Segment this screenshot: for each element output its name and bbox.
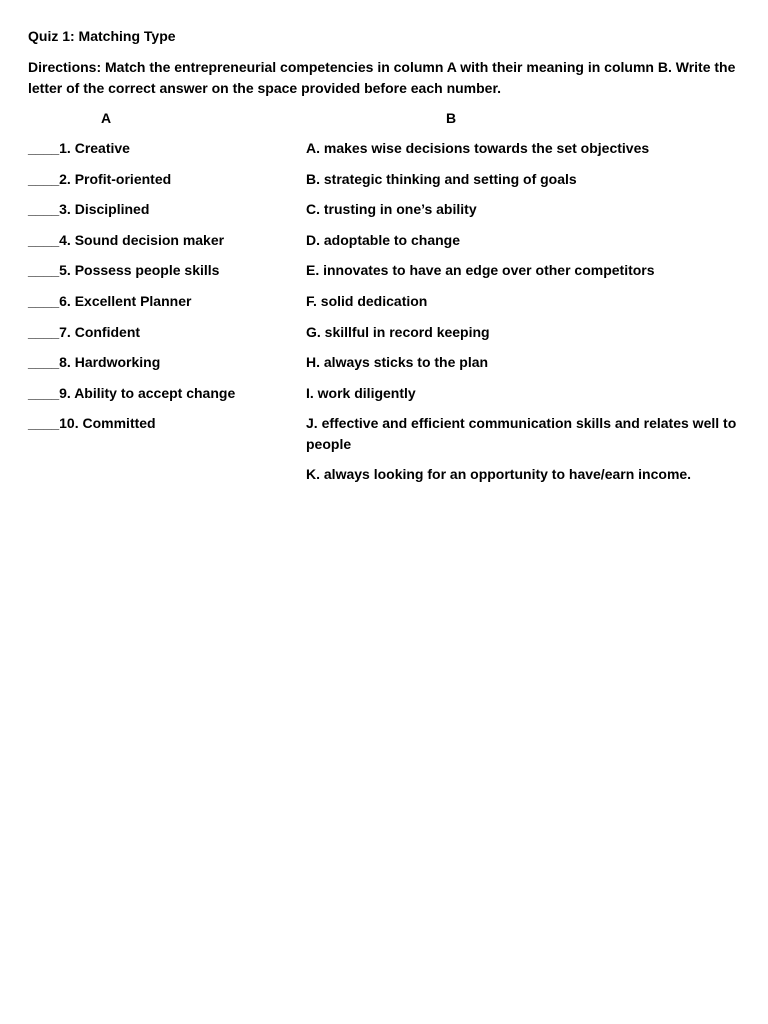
column-a-item-9: ____9. Ability to accept change (28, 384, 236, 401)
column-a-item-1: ____1. Creative (28, 140, 130, 156)
column-b-item-d: D. adoptable to change (306, 231, 461, 248)
quiz-directions: Directions: Match the entrepreneurial competencies in column A with their meaning in column B. Write the letter of the correct answer on the space provided before each number. (28, 59, 736, 96)
column-a-item-4: ____4. Sound decision maker (28, 231, 225, 248)
column-b-item-c: C. trusting in one’s ability (306, 201, 477, 218)
column-a-header: A (101, 110, 112, 126)
column-a-item-7: ____7. Confident (28, 323, 141, 340)
column-b-header: B (446, 110, 457, 126)
column-b-item-b: B. strategic thinking and setting of goals (306, 170, 577, 187)
column-a-item-8: ____8. Hardworking (28, 354, 161, 371)
column-b-item-k: K. always looking for an opportunity to have/earn income. (306, 466, 692, 483)
column-a-item-3: ____3. Disciplined (28, 201, 150, 218)
column-a-item-10: ____10. Committed (28, 415, 156, 432)
column-b-list (306, 138, 746, 495)
column-b-item-g: G. skillful in record keeping (306, 323, 490, 340)
column-b-item-f: F. solid dedication (306, 292, 428, 309)
column-b-item-a: A. makes wise decisions towards the set objectives (306, 140, 650, 156)
column-a-item-5: ____5. Possess people skills (28, 262, 220, 279)
column-a-item-6: ____6. Excellent Planner (28, 292, 192, 309)
column-a-item-2: ____2. Profit-oriented (28, 170, 172, 187)
column-b-item-e: E. innovates to have an edge over other competitors (306, 262, 655, 279)
column-b-item-h: H. always sticks to the plan (306, 354, 489, 371)
column-b-item-i: I. work diligently (306, 384, 416, 401)
quiz-title: Quiz 1: Matching Type (28, 28, 176, 44)
column-b-item-j: J. effective and efficient communication skills and relates well to people (306, 415, 737, 453)
column-a-list (28, 138, 298, 444)
